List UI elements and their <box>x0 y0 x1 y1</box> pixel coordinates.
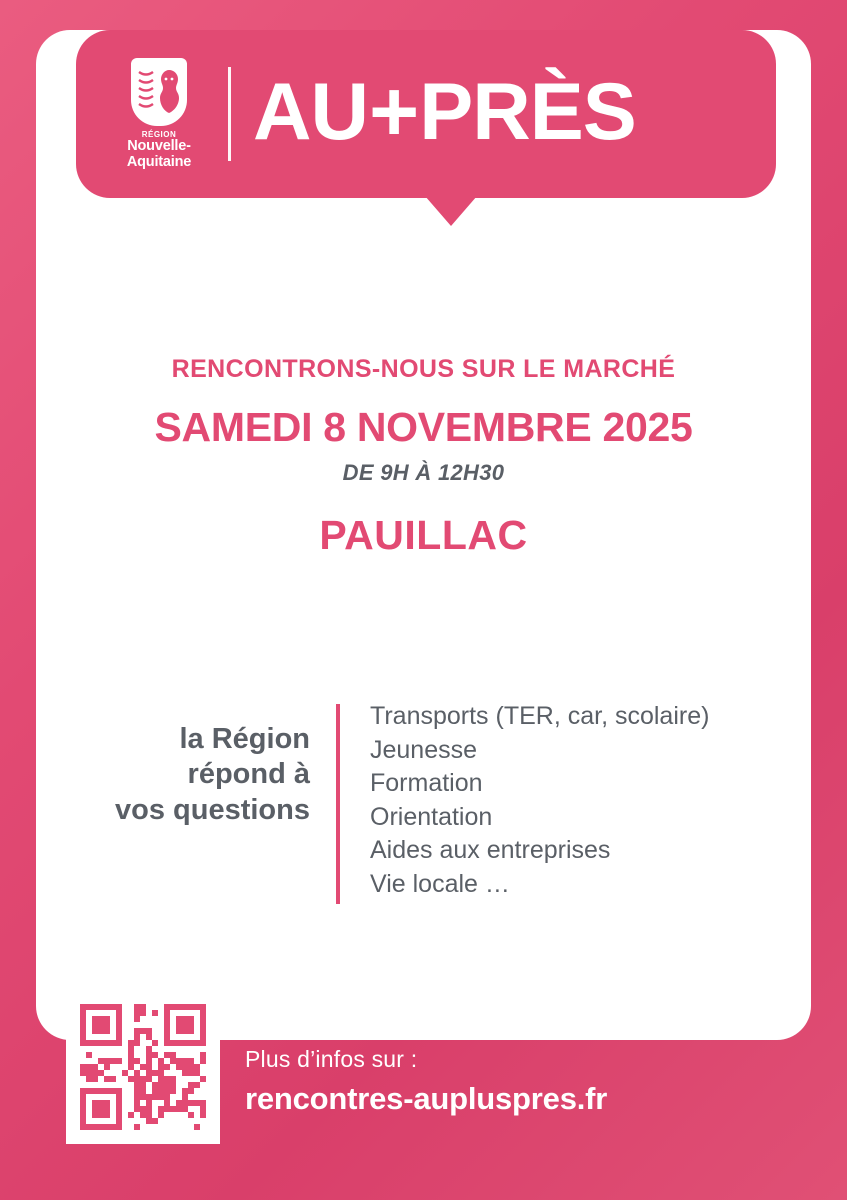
wave-icon <box>137 66 155 118</box>
list-item: Formation <box>370 769 483 797</box>
shield-icon <box>131 58 187 126</box>
list-item: Aides aux entreprises <box>370 836 611 864</box>
event-kicker: RENCONTRONS-NOUS SUR LE MARCHÉ <box>171 355 676 383</box>
wordmark-part1: AU <box>253 66 368 157</box>
event-date: SAMEDI 8 NOVEMBRE 2025 <box>154 404 693 450</box>
qr-code-panel <box>66 990 220 1144</box>
footer <box>245 1046 607 1117</box>
bubble-tail <box>425 196 477 226</box>
plus-icon: + <box>369 64 419 160</box>
footer-url[interactable]: rencontres-aupluspres.fr <box>245 1081 608 1116</box>
event-hours: DE 9H À 12H30 <box>342 460 505 485</box>
region-name-line1: Nouvelle- <box>127 138 191 155</box>
event-city: PAUILLAC <box>319 512 528 558</box>
region-logo <box>76 58 228 170</box>
region-name-line2: Aquitaine <box>126 153 192 170</box>
questions-heading-line1: la Région <box>179 723 310 755</box>
region-word: RÉGION <box>141 130 177 140</box>
lion-icon <box>156 66 182 116</box>
questions-heading-line3: vos questions <box>115 793 310 826</box>
footer-info-label: Plus d’infos sur : <box>245 1046 418 1072</box>
wordmark <box>253 64 776 160</box>
qr-code-icon <box>80 1004 206 1130</box>
region-logo-text <box>127 131 191 170</box>
topics-list <box>340 700 709 901</box>
list-item: Vie locale … <box>370 869 510 898</box>
brand-bubble <box>76 30 776 198</box>
event-info <box>0 355 847 559</box>
divider <box>228 67 231 161</box>
list-item: Jeunesse <box>370 735 478 764</box>
list-item: Transports (TER, car, scolaire) <box>370 702 710 730</box>
questions-section <box>86 700 776 908</box>
questions-heading <box>86 700 336 828</box>
questions-heading-line2: répond à <box>187 758 310 791</box>
wordmark-part2: PRÈS <box>419 66 636 157</box>
list-item: Orientation <box>370 802 493 831</box>
